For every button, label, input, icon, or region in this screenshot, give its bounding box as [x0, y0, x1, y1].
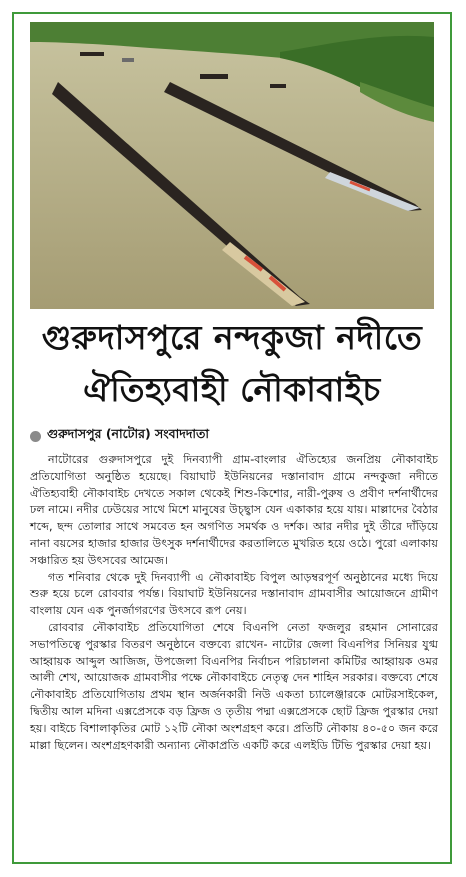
byline-text: গুরুদাসপুর (নাটোর) সংবাদদাতা [47, 426, 210, 441]
paragraph: নাটোরের গুরুদাসপুরে দুই দিনব্যাপী গ্রাম-বাংলার ঐতিহ্যের জনপ্রিয় নৌকাবাইচ প্রতিযোগিতা অনুষ্ঠিত হয়েছে। বিয়াঘাট ইউনিয়নের দস্তানাবাদ গ্রামে নন্দকুজা নদীতে ঐতিহ্যবাহী নৌকাবাইচ দেখতে সকাল থেকেই শিশু-কিশোর, নারী-পুরুষ ও প্রবীণ দর্শনার্থীদের ঢল নামে। নদীর ঢেউয়ের সাথে মিশে মানুষের উচ্ছ্বাস যেন একাকার হয়ে যায়। মাল্লাদের বৈঠার শব্দে, ছন্দ তোলার সাথে সমবেত হন অগণিত সমর্থক ও দর্শক। আর নদীর দুই তীরে দাঁড়িয়ে নানা বয়সের হাজার হাজার উৎসুক দর্শনার্থীদের করতালিতে মুখরিত হয়ে ওঠে। পুরো এলাকায় সঞ্চারিত হয় উৎসবের আমেজ। [30, 453, 438, 567]
boat-race-image [30, 22, 434, 309]
article-body [30, 452, 438, 754]
paragraph: গত শনিবার থেকে দুই দিনব্যাপী এ নৌকাবাইচ বিপুল আড়ম্বরপূর্ণ অনুষ্ঠানের মধ্যে দিয়ে শুরু হয়ে চলে রোববার পর্যন্ত। বিয়াঘাট ইউনিয়নের দস্তানাবাদ গ্রামবাসীর আয়োজনে গ্রামীণ বাংলায় যেন এক পুনর্জাগরণের উৎসবে রূপ নেয়। [30, 570, 438, 618]
boat-race-photo [30, 22, 434, 309]
article-frame [12, 12, 452, 864]
paragraph: রোববার নৌকাবাইচ প্রতিযোগিতা শেষে বিএনপি নেতা ফজলুর রহমান সোনারের সভাপতিত্বে পুরস্কার বিতরণ অনুষ্ঠানে বক্তব্যে রাখেন- নাটোর জেলা বিএনপির সিনিয়র যুগ্ম আহ্বায়ক আব্দুল আজিজ, উপজেলা বিএনপির নির্বাচন পরিচালনা কমিটির আহ্বায়ক ওমর আলী শেখ, আয়োজক গ্রামবাসীর পক্ষে নৌকাবাইচে নেতৃত্ব দেন শাহিন সরকার। বক্তব্যে শেষে নৌকাবাইচ প্রতিযোগিতায় প্রথম স্থান অর্জনকারী নিউ একতা চ্যালেঞ্জারকে মোটরসাইকেল, দ্বিতীয় আল মদিনা এক্সপ্রেসকে বড় ফ্রিজ ও তৃতীয় পদ্মা এক্সপ্রেসকে ছোট ফ্রিজ পুরস্কার দেয়া হয়। বাইচে বিশালাকৃতির মোট ১২টি নৌকা অংশগ্রহণ করে। প্রতিটি নৌকায় ৪০-৫০ জন করে মাল্লা ছিলেন। অংশগ্রহণকারী অন্যান্য নৌকাপ্রতি একটি করে এলইডি টিভি পুরস্কার দেয়া হয়। [30, 620, 438, 752]
headline-line-1: গুরুদাসপুরে নন্দকুজা নদীতে [41, 318, 423, 357]
bullet-icon [30, 431, 41, 442]
byline [30, 426, 209, 446]
headline-line-2: ঐতিহ্যবাহী নৌকাবাইচ [83, 370, 381, 409]
